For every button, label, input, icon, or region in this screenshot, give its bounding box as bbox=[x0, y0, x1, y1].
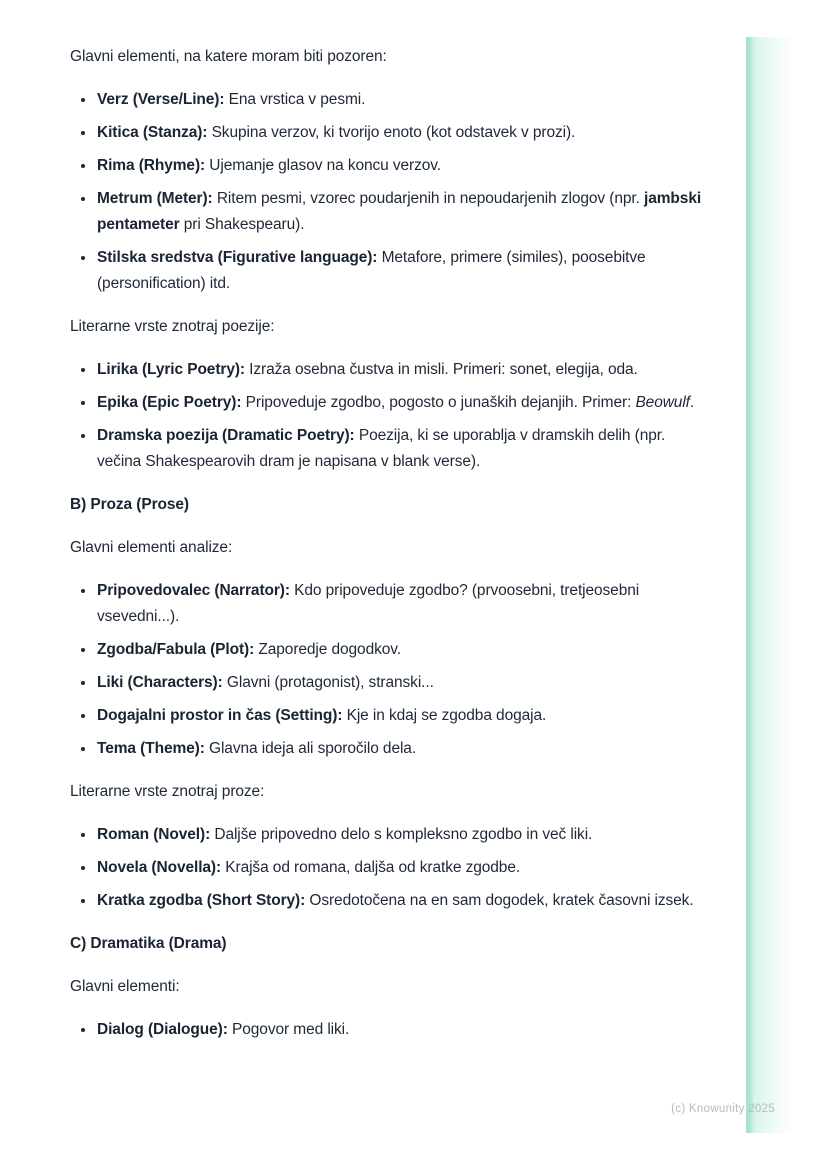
paragraph bbox=[70, 974, 712, 1000]
bullet-list bbox=[70, 87, 712, 297]
text: Kje in kdaj se zgodba dogaja. bbox=[342, 707, 547, 724]
list-item bbox=[96, 423, 712, 475]
bold-text: Pripovedovalec (Narrator): bbox=[97, 582, 290, 599]
list-item bbox=[96, 120, 712, 146]
list-item bbox=[96, 578, 712, 630]
text: Ritem pesmi, vzorec poudarjenih in nepoudarjenih zlogov (npr. bbox=[212, 190, 645, 207]
bold-text: Metrum (Meter): bbox=[97, 190, 213, 207]
bold-text: Verz (Verse/Line): bbox=[97, 91, 225, 108]
bullet-list bbox=[70, 357, 712, 475]
text: Glavni elementi analize: bbox=[70, 539, 233, 556]
bold-text: Lirika (Lyric Poetry): bbox=[97, 361, 245, 378]
list-item bbox=[96, 637, 712, 663]
text: Glavni elementi, na katere moram biti pozoren: bbox=[70, 48, 387, 65]
text: Zaporedje dogodkov. bbox=[254, 641, 401, 658]
list-item bbox=[96, 87, 712, 113]
bullet-list bbox=[70, 1017, 712, 1043]
text: Daljše pripovedno delo s kompleksno zgodbo in več liki. bbox=[210, 826, 593, 843]
paragraph bbox=[70, 314, 712, 340]
list-item bbox=[96, 822, 712, 848]
text: Poezija, ki se uporablja v dramskih delih (npr. večina Shakespearovih dram je napisana v blank verse). bbox=[97, 427, 666, 470]
list-item bbox=[96, 855, 712, 881]
list-item bbox=[96, 245, 712, 297]
text: Glavni (protagonist), stranski... bbox=[222, 674, 434, 691]
bold-text: Liki (Characters): bbox=[97, 674, 223, 691]
text: Ena vrstica v pesmi. bbox=[224, 91, 366, 108]
bold-text: Stilska sredstva (Figurative language): bbox=[97, 249, 378, 266]
accent-stripe bbox=[746, 37, 793, 1133]
text: Izraža osebna čustva in misli. Primeri: sonet, elegija, oda. bbox=[244, 361, 638, 378]
bold-text: Epika (Epic Poetry): bbox=[97, 394, 242, 411]
section-heading bbox=[70, 492, 712, 518]
bold-text: B) Proza (Prose) bbox=[70, 496, 189, 513]
paragraph bbox=[70, 44, 712, 70]
bold-text: Tema (Theme): bbox=[97, 740, 205, 757]
document-content bbox=[70, 44, 712, 1060]
text: Glavna ideja ali sporočilo dela. bbox=[204, 740, 417, 757]
list-item bbox=[96, 1017, 712, 1043]
list-item bbox=[96, 186, 712, 238]
bold-text: Kitica (Stanza): bbox=[97, 124, 208, 141]
text: Pogovor med liki. bbox=[227, 1021, 350, 1038]
bullet-list bbox=[70, 822, 712, 914]
bold-text: Dramska poezija (Dramatic Poetry): bbox=[97, 427, 355, 444]
text: . bbox=[689, 394, 695, 411]
list-item bbox=[96, 670, 712, 696]
bold-text: jambski pentameter bbox=[97, 190, 702, 233]
paragraph bbox=[70, 779, 712, 805]
text: Skupina verzov, ki tvorijo enoto (kot odstavek v prozi). bbox=[207, 124, 576, 141]
paragraph bbox=[70, 535, 712, 561]
bold-text: Dialog (Dialogue): bbox=[97, 1021, 228, 1038]
bold-text: Kratka zgodba (Short Story): bbox=[97, 892, 306, 909]
text: Kdo pripoveduje zgodbo? (prvoosebni, tretjeosebni vsevedni...). bbox=[97, 582, 640, 625]
list-item bbox=[96, 888, 712, 914]
text: Ujemanje glasov na koncu verzov. bbox=[205, 157, 441, 174]
list-item bbox=[96, 703, 712, 729]
text: Osredotočena na en sam dogodek, kratek časovni izsek. bbox=[305, 892, 694, 909]
text: Glavni elementi: bbox=[70, 978, 180, 995]
bold-text: Zgodba/Fabula (Plot): bbox=[97, 641, 255, 658]
text: Pripoveduje zgodbo, pogosto o junaških dejanjih. Primer: bbox=[241, 394, 636, 411]
text: Metafore, primere (similes), poosebitve (personification) itd. bbox=[97, 249, 646, 292]
list-item bbox=[96, 153, 712, 179]
bullet-list bbox=[70, 578, 712, 762]
bold-text: C) Dramatika (Drama) bbox=[70, 935, 227, 952]
text: Literarne vrste znotraj poezije: bbox=[70, 318, 275, 335]
list-item bbox=[96, 736, 712, 762]
watermark: (c) Knowunity 2025 bbox=[671, 1103, 775, 1115]
bold-text: Rima (Rhyme): bbox=[97, 157, 206, 174]
bold-text: Novela (Novella): bbox=[97, 859, 222, 876]
text: pri Shakespearu). bbox=[179, 216, 305, 233]
text: Krajša od romana, daljša od kratke zgodbe. bbox=[221, 859, 521, 876]
list-item bbox=[96, 357, 712, 383]
bold-text: Roman (Novel): bbox=[97, 826, 211, 843]
list-item bbox=[96, 390, 712, 416]
text: Literarne vrste znotraj proze: bbox=[70, 783, 265, 800]
section-heading bbox=[70, 931, 712, 957]
bold-text: Dogajalni prostor in čas (Setting): bbox=[97, 707, 343, 724]
italic-text: Beowulf bbox=[635, 394, 690, 411]
